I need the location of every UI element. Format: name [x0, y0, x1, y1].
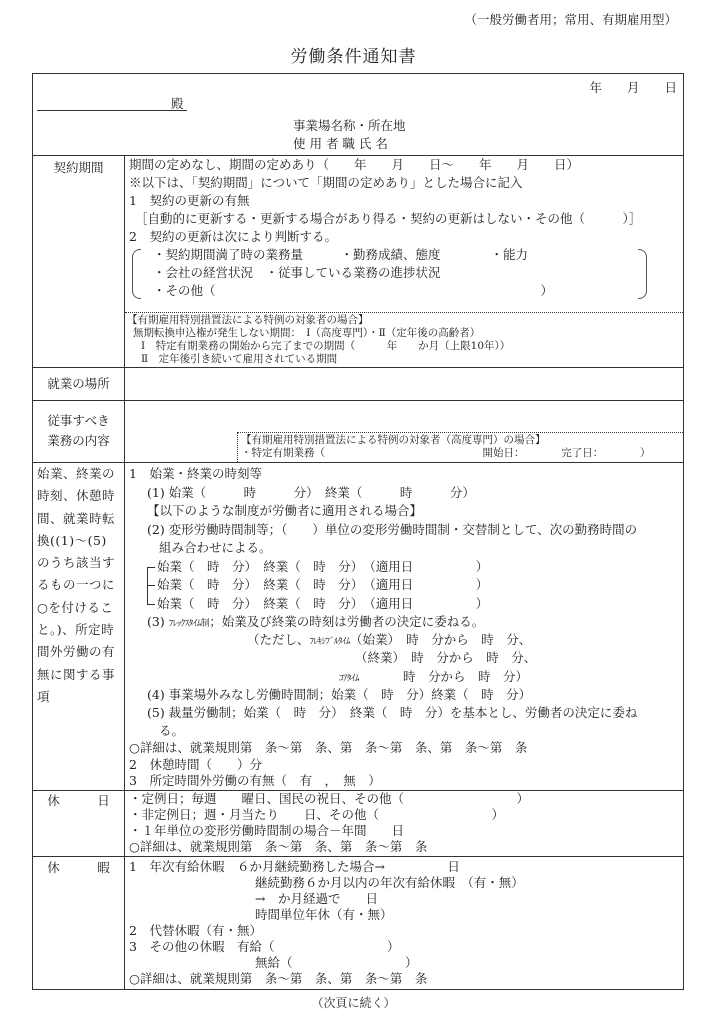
hours-label-line: 項: [37, 688, 51, 704]
hours-label-line: 時刻、休憩時: [37, 488, 116, 504]
shift-tree-branch: [147, 585, 155, 586]
annual-leave-months: → か月経過で 日: [255, 891, 378, 906]
flextime-flexible-term: ﾌﾚｷｼﾌﾞﾙﾀｲﾑ: [309, 637, 351, 647]
annual-leave-within-6m: 継続勤務６か月以内の年次有給休暇 （有・無）: [255, 875, 524, 890]
renewal-criterion: ・契約期間満了時の業務量 ・勤務成績、態度 ・能力: [153, 247, 529, 262]
other-leave-unpaid: 無給（ ）: [255, 955, 418, 970]
flextime-term: ﾌﾚｯｸｽﾀｲﾑ制: [168, 619, 210, 629]
employer-address-label: 事業場名称・所在地: [293, 118, 406, 133]
continued-note: （次頁に続く）: [311, 996, 396, 1010]
form-type-label: （一般労働者用；常用、有期雇用型）: [464, 12, 677, 27]
duties-label-line1: 従事すべき: [47, 413, 110, 428]
hours-label-line: 間外労働の有: [37, 644, 116, 660]
flextime: [147, 613, 484, 633]
hours-heading: 1 始業・終業の時刻等: [129, 466, 262, 481]
special-measures-line: 無期転換申込権が発生しない期間： Ⅰ（高度専門）・Ⅱ（定年後の高齢者）: [133, 327, 481, 339]
left-bracket-icon: [132, 249, 141, 299]
contract-note: ※以下は、「契約期間」について「期間の定めあり」とした場合に記入: [129, 175, 523, 190]
holidays-irregular: ・非定例日；週・月当たり 日、その他（ ）: [129, 807, 505, 822]
substitute-leave: 2 代替休暇（有・無）: [129, 923, 262, 938]
renewal-options: ［自動的に更新する・更新する場合があり得る・契約の更新はしない・その他（ ）］: [135, 211, 642, 226]
column-divider: [124, 155, 125, 989]
flextime-prefix: (3): [147, 614, 165, 629]
hours-label-line: 間、就業時転: [37, 510, 116, 526]
flextime-core-term: ｺｱﾀｲﾑ: [339, 674, 360, 684]
row-divider: [33, 400, 683, 401]
hours-label-line: ○を付けるこ: [37, 599, 114, 615]
holidays-details: ○詳細は、就業規則第 条～第 条、第 条～第 条: [129, 839, 428, 854]
workplace-field[interactable]: [129, 374, 679, 394]
row-divider: [33, 367, 683, 368]
hours-details: ○詳細は、就業規則第 条～第 条、第 条～第 条、第 条～第 条: [129, 740, 528, 755]
special-measures-box: [125, 312, 683, 313]
system-heading: 【以下のような制度が労働者に適用される場合】: [147, 503, 423, 518]
deemed-hours: (4) 事業場外みなし労働時間制；始業（ 時 分）終業（ 時 分）: [147, 687, 532, 702]
row-divider: [33, 856, 683, 857]
shift-tree-branch: [147, 567, 155, 568]
variable-hours-cont: 組み合わせによる。: [159, 540, 272, 555]
holidays-label: 休 日: [47, 793, 110, 808]
employer-name-label: 使 用 者 職 氏 名: [293, 136, 388, 151]
hours-label-line: 換((1)～(5): [37, 532, 107, 548]
workplace-label: 就業の場所: [47, 376, 110, 391]
flextime-flexible-rest: （始業） 時 分から 時 分、: [350, 632, 532, 647]
other-leave-paid: 3 その他の休暇 有給（ ）: [129, 939, 400, 954]
addressee-suffix: 殿: [171, 96, 184, 111]
flextime-flexible: [247, 631, 531, 651]
contract-period-line: 期間の定めなし、期間の定めあり（ 年 月 日～ 年 月 日）: [129, 157, 580, 172]
flextime-flexible-prefix: （ただし、: [247, 632, 310, 647]
document-title: 労働条件通知書: [290, 47, 417, 67]
renewal-criteria-heading: 2 契約の更新は次により判断する。: [129, 229, 337, 244]
hourly-leave: 時間単位年休（有・無）: [255, 907, 393, 922]
standard-hours: (1) 始業（ 時 分） 終業（ 時 分）: [147, 485, 475, 500]
hours-label-line: 無に関する事: [37, 666, 116, 682]
renewal-criterion: ・その他（ ）: [153, 283, 554, 298]
flextime-end: （終業） 時 分から 時 分、: [355, 650, 537, 665]
variable-hours: (2) 変形労働時間制等；（ ）単位の変形労働時間制・交替制として、次の勤務時間の: [147, 522, 638, 537]
special-measures-heading: 【有期雇用特別措置法による特例の対象者の場合】: [127, 314, 369, 326]
hours-label-line: 始業、終業の: [37, 466, 116, 481]
right-bracket-icon: [638, 249, 647, 299]
duties-label-line2: 業務の内容: [47, 433, 110, 448]
notice-table: [32, 73, 684, 990]
leave-label: 休 暇: [47, 860, 110, 875]
shift-row: 始業（ 時 分） 終業（ 時 分） （適用日 ）: [157, 596, 489, 611]
holidays-regular: ・定例日；毎週 曜日、国民の祝日、その他（ ）: [129, 791, 530, 806]
duties-special-box-edge: [237, 432, 238, 462]
hours-label-line: と。)、所定時: [37, 622, 115, 638]
addressee-name-line[interactable]: [37, 110, 187, 111]
holidays-annual: ・１年単位の変形労働時間制の場合－年間 日: [129, 823, 405, 838]
shift-row: 始業（ 時 分） 終業（ 時 分） （適用日 ）: [157, 577, 489, 592]
hours-label-line: るもの一つに: [37, 577, 116, 593]
break-time: 2 休憩時間（ ）分: [129, 757, 262, 772]
hours-label-line: のうち該当す: [37, 555, 116, 571]
hours-label: [37, 463, 121, 708]
duties-special-line: ・特定有期業務（ 開始日： 完了日： ）: [241, 447, 651, 459]
discretionary-hours-cont: る。: [159, 723, 185, 738]
flextime-rest: ；始業及び終業の時刻は労働者の決定に委ねる。: [209, 614, 485, 629]
overtime: 3 所定時間外労働の有無（ 有 ， 無 ）: [129, 773, 381, 788]
shift-row: 始業（ 時 分） 終業（ 時 分） （適用日 ）: [157, 559, 489, 574]
renewal-heading: 1 契約の更新の有無: [129, 193, 250, 208]
duties-special-heading: 【有期雇用特別措置法による特例の対象者（高度専門）の場合】: [241, 434, 546, 446]
annual-leave: 1 年次有給休暇 ６か月継続勤務した場合→ 日: [129, 859, 460, 874]
special-measures-line: Ⅰ 特定有期業務の開始から完了までの期間（ 年 か月（上限10年））: [141, 340, 511, 352]
leave-details: ○詳細は、就業規則第 条～第 条、第 条～第 条: [129, 971, 428, 986]
issue-date: 年 月 日: [589, 80, 677, 95]
flextime-core: [339, 668, 528, 688]
renewal-criterion: ・会社の経営状況 ・従事している業務の進捗状況: [153, 265, 441, 280]
shift-tree-branch: [147, 604, 155, 605]
special-measures-line: Ⅱ 定年後引き続いて雇用されている期間: [141, 353, 338, 365]
discretionary-hours: (5) 裁量労働制；始業（ 時 分） 終業（ 時 分）を基本とし、労働者の決定に委ね: [147, 705, 638, 720]
duties-special-box: [237, 432, 683, 433]
row-divider: [33, 462, 683, 463]
flextime-core-rest: 時 分から 時 分）: [403, 669, 529, 684]
contract-period-label: 契約期間: [53, 160, 104, 175]
